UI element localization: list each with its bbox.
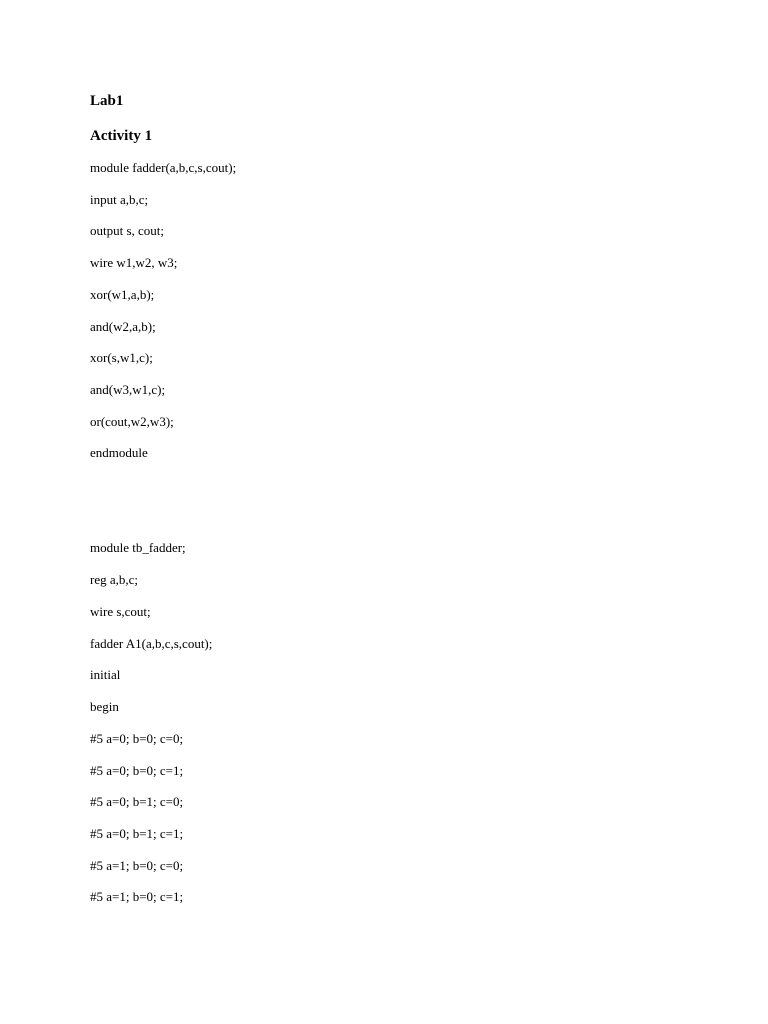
code-line: or(cout,w2,w3); bbox=[90, 414, 174, 429]
code-line: #5 a=0; b=0; c=1; bbox=[90, 763, 184, 778]
document-title: Lab1 bbox=[90, 93, 124, 109]
code-line: #5 a=0; b=1; c=0; bbox=[90, 794, 184, 809]
code-line: module fadder(a,b,c,s,cout); bbox=[90, 160, 237, 175]
code-line: input a,b,c; bbox=[90, 192, 149, 207]
code-line: and(w2,a,b); bbox=[90, 319, 156, 334]
code-line: xor(s,w1,c); bbox=[90, 350, 153, 365]
code-line: #5 a=1; b=0; c=1; bbox=[90, 889, 184, 904]
code-line: wire w1,w2, w3; bbox=[90, 255, 178, 270]
code-line: endmodule bbox=[90, 445, 148, 460]
code-line: module tb_fadder; bbox=[90, 540, 186, 555]
section-heading: Activity 1 bbox=[90, 128, 153, 144]
code-line: xor(w1,a,b); bbox=[90, 287, 155, 302]
code-line: reg a,b,c; bbox=[90, 572, 139, 587]
code-line: fadder A1(a,b,c,s,cout); bbox=[90, 636, 213, 651]
code-line: output s, cout; bbox=[90, 223, 165, 238]
code-line: begin bbox=[90, 699, 119, 714]
code-line: #5 a=0; b=1; c=1; bbox=[90, 826, 184, 841]
code-line: #5 a=1; b=0; c=0; bbox=[90, 858, 184, 873]
code-line: wire s,cout; bbox=[90, 604, 151, 619]
code-line: initial bbox=[90, 667, 121, 682]
code-line: and(w3,w1,c); bbox=[90, 382, 166, 397]
code-line: #5 a=0; b=0; c=0; bbox=[90, 731, 184, 746]
